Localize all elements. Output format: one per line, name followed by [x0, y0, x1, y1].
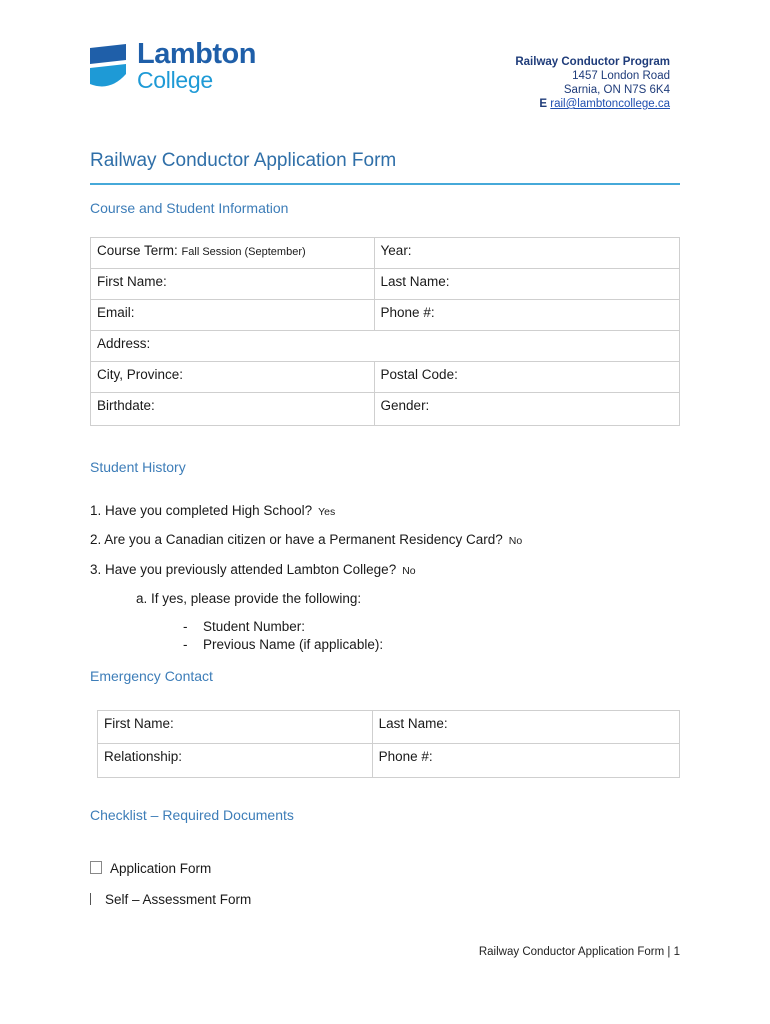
checklist-item-application[interactable] — [90, 861, 211, 876]
page-title: Railway Conductor Application Form — [90, 150, 397, 171]
year-cell[interactable] — [374, 238, 679, 269]
email-line — [515, 97, 670, 111]
birthdate-label: Birthdate: — [97, 398, 155, 413]
student-number-label: Student Number: — [203, 619, 306, 634]
page-footer: Railway Conductor Application Form | 1 — [478, 946, 680, 958]
email-link[interactable]: rail@lambtoncollege.ca — [550, 98, 670, 110]
logo-wordmark-lambton: Lambton — [137, 38, 256, 70]
previous-name-label: Previous Name (if applicable): — [203, 637, 384, 652]
question-3-text: 3. Have you previously attended Lambton College? — [90, 562, 397, 577]
emergency-phone-cell[interactable] — [372, 744, 679, 778]
email-cell[interactable] — [91, 300, 375, 331]
answer-2[interactable]: No — [508, 535, 523, 547]
logo-wordmark-college: College — [137, 67, 213, 93]
phone-label: Phone #: — [380, 305, 435, 320]
phone-cell[interactable] — [374, 300, 679, 331]
emergency-first-name-cell[interactable] — [98, 711, 373, 744]
first-name-label: First Name: — [97, 274, 167, 289]
email-label: Email: — [97, 305, 135, 320]
postal-label: Postal Code: — [380, 367, 458, 382]
course-term-cell[interactable] — [91, 238, 375, 269]
answer-3[interactable]: No — [402, 565, 416, 577]
address-cell[interactable] — [91, 331, 680, 362]
student-info-table — [90, 237, 680, 426]
bullet-student-number — [183, 619, 305, 634]
email-prefix: E — [539, 98, 548, 110]
program-name: Railway Conductor Program — [515, 56, 670, 68]
contact-block — [515, 55, 670, 111]
checklist-item-application-label: Application Form — [110, 861, 212, 876]
emergency-phone-label: Phone #: — [378, 749, 433, 764]
checkbox-icon[interactable] — [90, 893, 91, 905]
last-name-cell[interactable] — [374, 269, 679, 300]
title-divider — [90, 183, 680, 185]
emergency-contact-table — [97, 710, 680, 778]
city-cell[interactable] — [91, 362, 375, 393]
checkbox-icon[interactable] — [90, 861, 102, 874]
gender-label: Gender: — [380, 398, 430, 413]
bullet-previous-name — [183, 637, 383, 652]
address-line-1: 1457 London Road — [572, 70, 670, 82]
question-2 — [90, 532, 522, 547]
course-term-label: Course Term: — [97, 243, 178, 258]
question-3 — [90, 562, 416, 577]
first-name-cell[interactable] — [91, 269, 375, 300]
emergency-first-name-label: First Name: — [104, 716, 174, 731]
emergency-relationship-label: Relationship: — [104, 749, 183, 764]
section-heading-history: Student History — [90, 459, 186, 475]
section-heading-emergency: Emergency Contact — [90, 668, 213, 684]
gender-cell[interactable] — [374, 393, 679, 426]
dash-icon: - — [183, 619, 188, 634]
question-2-text: 2. Are you a Canadian citizen or have a Permanent Residency Card? — [90, 532, 503, 547]
emergency-relationship-cell[interactable] — [98, 744, 373, 778]
dash-icon: - — [183, 637, 188, 652]
section-heading-course: Course and Student Information — [90, 200, 289, 216]
address-label: Address: — [97, 336, 151, 351]
question-1-text: 1. Have you completed High School? — [90, 503, 313, 518]
checklist-item-self-assessment[interactable] — [90, 892, 251, 907]
emergency-last-name-cell[interactable] — [372, 711, 679, 744]
last-name-label: Last Name: — [380, 274, 450, 289]
address-line-2: Sarnia, ON N7S 6K4 — [563, 84, 670, 96]
birthdate-cell[interactable] — [91, 393, 375, 426]
section-heading-checklist: Checklist – Required Documents — [90, 807, 294, 823]
emergency-last-name-label: Last Name: — [378, 716, 448, 731]
year-label: Year: — [380, 243, 412, 258]
question-1 — [90, 503, 335, 518]
answer-1[interactable]: Yes — [318, 506, 336, 518]
city-label: City, Province: — [97, 367, 184, 382]
course-term-value: Fall Session (September) — [181, 246, 306, 258]
postal-cell[interactable] — [374, 362, 679, 393]
question-3a: a. If yes, please provide the following: — [136, 591, 362, 606]
checklist-item-self-assessment-label: Self – Assessment Form — [105, 892, 252, 907]
